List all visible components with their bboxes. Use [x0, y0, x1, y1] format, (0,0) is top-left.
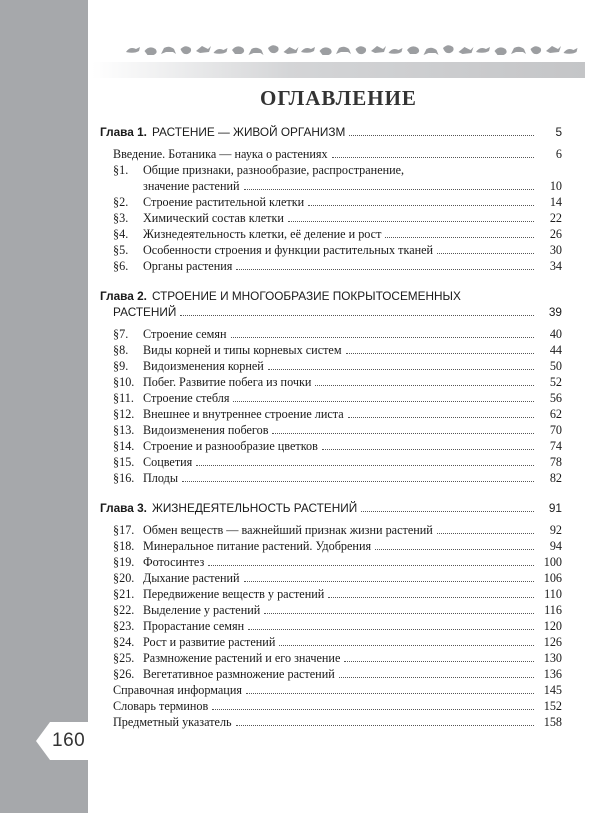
section-number: §24. [113, 635, 135, 649]
dot-leader [385, 237, 534, 238]
animal-silhouette [424, 48, 439, 55]
page-ref: 82 [549, 471, 562, 485]
dot-leader [208, 565, 534, 566]
entry-title: Химический состав клетки [143, 211, 284, 225]
dot-leader [246, 693, 534, 694]
dot-leader [182, 481, 534, 482]
page-ref: 62 [549, 407, 562, 421]
section-number: §13. [113, 423, 135, 437]
animal-silhouette [531, 46, 542, 54]
animal-silhouette [284, 47, 299, 54]
toc-entry-11[interactable] [100, 390, 562, 406]
toc-entry-14[interactable] [100, 438, 562, 454]
toc-entry-8[interactable] [100, 342, 562, 358]
toc-entry-20[interactable] [100, 570, 562, 586]
entry-title: Видоизменения корней [143, 359, 264, 373]
page-ref: 50 [549, 359, 562, 373]
page-number: 160 [52, 730, 86, 751]
section-number: §3. [113, 211, 129, 225]
page-ref: 22 [549, 211, 562, 225]
toc-entry-24[interactable] [100, 634, 562, 650]
page-ref: 78 [549, 455, 562, 469]
entry-title: Введение. Ботаника — наука о растениях [113, 147, 328, 161]
page-ref: 34 [549, 259, 562, 273]
entry-title: Особенности строения и функции растительных тканей [143, 243, 434, 257]
entry-title: Побег. Развитие побега из почки [143, 375, 312, 389]
entry-title: Рост и развитие растений [143, 635, 276, 649]
dot-leader [231, 337, 535, 338]
page-ref: 120 [543, 619, 562, 633]
section-number: §18. [113, 539, 135, 553]
toc-entry-26[interactable] [100, 666, 562, 682]
chapter-label: Глава 3. [100, 501, 147, 515]
section-number: §20. [113, 571, 135, 585]
toc-entry-18[interactable] [100, 538, 562, 554]
animal-silhouette [145, 47, 157, 55]
animal-silhouette [232, 46, 244, 54]
toc-entry-15[interactable] [100, 454, 562, 470]
dot-leader [328, 597, 534, 598]
entry-title: Плоды [143, 471, 179, 485]
page-ref: 6 [555, 147, 562, 161]
entry-title: Справочная информация [113, 683, 242, 697]
section-number: §6. [113, 259, 129, 273]
entry-title: Размножение растений и его значение [143, 651, 341, 665]
entry-title: Обмен веществ — важнейший признак жизни растений [143, 523, 433, 537]
page-ref: 5 [555, 125, 562, 139]
animal-silhouette [249, 48, 264, 55]
chapter-1-entry[interactable] [100, 124, 562, 140]
section-number: §23. [113, 619, 135, 633]
dot-leader [196, 465, 534, 466]
animal-silhouette [511, 47, 526, 54]
section-number: §26. [113, 667, 135, 681]
page-ref: 40 [549, 327, 562, 341]
dot-leader [346, 353, 534, 354]
page-ref: 10 [549, 179, 562, 193]
section-number: §10. [113, 375, 135, 389]
dot-leader [212, 709, 534, 710]
dot-leader [315, 385, 534, 386]
chapter-title: ЖИЗНЕДЕЯТЕЛЬНОСТЬ РАСТЕНИЙ [151, 501, 358, 515]
animal-silhouette [476, 47, 490, 53]
page-ref: 126 [543, 635, 562, 649]
page-ref: 145 [543, 683, 562, 697]
section-number: §1. [113, 163, 129, 177]
section-number: §22. [113, 603, 135, 617]
dot-leader [348, 417, 534, 418]
animal-silhouette [181, 46, 192, 54]
toc-entry-21[interactable] [100, 586, 562, 602]
toc-entry-6[interactable] [100, 258, 562, 274]
toc-entry-9[interactable] [100, 358, 562, 374]
chapter-3-entry[interactable] [100, 500, 562, 516]
entry-title: Строение растительной клетки [143, 195, 305, 209]
entry-title-line: значение растений [143, 179, 240, 193]
animal-silhouette [268, 45, 279, 53]
dot-leader [322, 449, 534, 450]
toc-entry-17[interactable] [100, 522, 562, 538]
page-ref: 136 [543, 667, 562, 681]
page-ref: 106 [543, 571, 562, 585]
entry-title: Словарь терминов [113, 699, 209, 713]
dot-leader [361, 511, 534, 512]
toc-entry-glossary[interactable] [100, 698, 562, 714]
page-ref: 44 [549, 343, 562, 357]
section-number: §11. [113, 391, 134, 405]
animal-silhouette [371, 46, 386, 53]
entry-title-line: Общие признаки, разнообразие, распространение, [143, 163, 405, 177]
page-ref: 56 [549, 391, 562, 405]
toc-entry-index[interactable] [100, 714, 562, 730]
animal-silhouette [495, 47, 507, 55]
chapter-title-line: СТРОЕНИЕ И МНОГООБРАЗИЕ ПОКРЫТОСЕМЕННЫХ [151, 289, 461, 303]
dot-leader [344, 661, 534, 662]
page-ref: 26 [549, 227, 562, 241]
toc-entry-13[interactable] [100, 422, 562, 438]
entry-title: Передвижение веществ у растений [143, 587, 325, 601]
animal-silhouette [320, 47, 332, 55]
animal-silhouette [459, 47, 474, 54]
page-ref: 70 [549, 423, 562, 437]
toc-entry-1[interactable] [100, 162, 562, 194]
animal-silhouettes-icon [126, 40, 586, 60]
dot-leader [268, 369, 534, 370]
table-of-contents [100, 124, 562, 730]
dot-leader [264, 613, 534, 614]
page-title: ОГЛАВЛЕНИЕ [260, 86, 417, 110]
page-ref: 39 [548, 305, 562, 319]
section-number: §16. [113, 471, 135, 485]
entry-title: Дыхание растений [143, 571, 240, 585]
entry-title: Внешнее и внутреннее строение листа [143, 407, 344, 421]
page-ref: 30 [549, 243, 562, 257]
toc-entry-intro[interactable] [100, 146, 562, 162]
animal-silhouette [389, 48, 403, 54]
entry-title: Виды корней и типы корневых систем [143, 343, 342, 357]
section-number: §15. [113, 455, 135, 469]
dot-leader [339, 677, 534, 678]
toc-entry-4[interactable] [100, 226, 562, 242]
dot-leader [233, 401, 534, 402]
toc-entry-reference[interactable] [100, 682, 562, 698]
section-number: §12. [113, 407, 135, 421]
section-number: §25. [113, 651, 135, 665]
toc-entry-7[interactable] [100, 326, 562, 342]
dot-leader [308, 205, 534, 206]
chapter-2-entry[interactable] [100, 288, 562, 320]
animal-silhouette [443, 45, 454, 53]
toc-entry-16[interactable] [100, 470, 562, 486]
page-ref: 158 [543, 715, 562, 729]
chapter-title: РАСТЕНИЕ — ЖИВОЙ ОРГАНИЗМ [151, 125, 346, 139]
page-ref: 52 [549, 375, 562, 389]
dot-leader [288, 221, 534, 222]
chapter-label: Глава 1. [100, 125, 147, 139]
entry-title: Фотосинтез [143, 555, 205, 569]
chapter-label: Глава 2. [100, 289, 147, 303]
dot-leader [244, 189, 534, 190]
dot-leader [248, 629, 534, 630]
entry-title: Строение стебля [143, 391, 230, 405]
dot-leader [236, 269, 534, 270]
section-number: §5. [113, 243, 129, 257]
section-number: §9. [113, 359, 129, 373]
page-ref: 94 [549, 539, 562, 553]
chapter-title-line: РАСТЕНИЙ [113, 305, 177, 319]
toc-entry-12[interactable] [100, 406, 562, 422]
animal-silhouette [356, 46, 367, 54]
section-number: §17. [113, 523, 135, 537]
page-ref: 100 [543, 555, 562, 569]
animal-silhouette [196, 46, 211, 53]
entry-title: Видоизменения побегов [143, 423, 269, 437]
entry-title: Жизнедеятельность клетки, её деление и рост [143, 227, 382, 241]
page-ref: 116 [544, 603, 562, 617]
page-ref: 14 [549, 195, 562, 209]
entry-title: Органы растения [143, 259, 233, 273]
section-number: §19. [113, 555, 135, 569]
section-number: §8. [113, 343, 129, 357]
entry-title: Выделение у растений [143, 603, 261, 617]
entry-title: Соцветия [143, 455, 193, 469]
animal-silhouette [564, 48, 578, 54]
animal-silhouette [336, 47, 351, 54]
toc-entry-19[interactable] [100, 554, 562, 570]
dot-leader [437, 533, 534, 534]
page-ref: 110 [544, 587, 562, 601]
entry-title: Минеральное питание растений. Удобрения [143, 539, 372, 553]
dot-leader [332, 157, 534, 158]
header-bar [92, 62, 585, 78]
dot-leader [244, 581, 534, 582]
entry-title: Прорастание семян [143, 619, 245, 633]
animal-silhouette [407, 46, 419, 54]
section-number: §14. [113, 439, 135, 453]
dot-leader [375, 549, 534, 550]
animal-silhouette [301, 47, 315, 53]
dot-leader [437, 253, 534, 254]
page-ref: 92 [549, 523, 562, 537]
section-number: §21. [113, 587, 135, 601]
toc-entry-5[interactable] [100, 242, 562, 258]
entry-title: Строение семян [143, 327, 227, 341]
dot-leader [180, 315, 534, 316]
dot-leader [236, 725, 534, 726]
animal-silhouette [214, 48, 228, 54]
toc-entry-2[interactable] [100, 194, 562, 210]
toc-entry-22[interactable] [100, 602, 562, 618]
page-ref: 91 [548, 501, 562, 515]
page-margin-strip [0, 0, 88, 813]
toc-entry-23[interactable] [100, 618, 562, 634]
page-ref: 74 [549, 439, 562, 453]
page-ref: 152 [543, 699, 562, 713]
toc-entry-25[interactable] [100, 650, 562, 666]
entry-title: Строение и разнообразие цветков [143, 439, 318, 453]
entry-title: Вегетативное размножение растений [143, 667, 335, 681]
page-ref: 130 [543, 651, 562, 665]
toc-entry-10[interactable] [100, 374, 562, 390]
animal-silhouette [126, 47, 140, 53]
toc-entry-3[interactable] [100, 210, 562, 226]
section-number: §2. [113, 195, 129, 209]
dot-leader [272, 433, 534, 434]
animal-silhouette [161, 47, 176, 54]
animal-silhouette [546, 46, 561, 53]
section-number: §7. [113, 327, 129, 341]
dot-leader [279, 645, 534, 646]
entry-title: Предметный указатель [113, 715, 232, 729]
section-number: §4. [113, 227, 129, 241]
dot-leader [349, 135, 534, 136]
